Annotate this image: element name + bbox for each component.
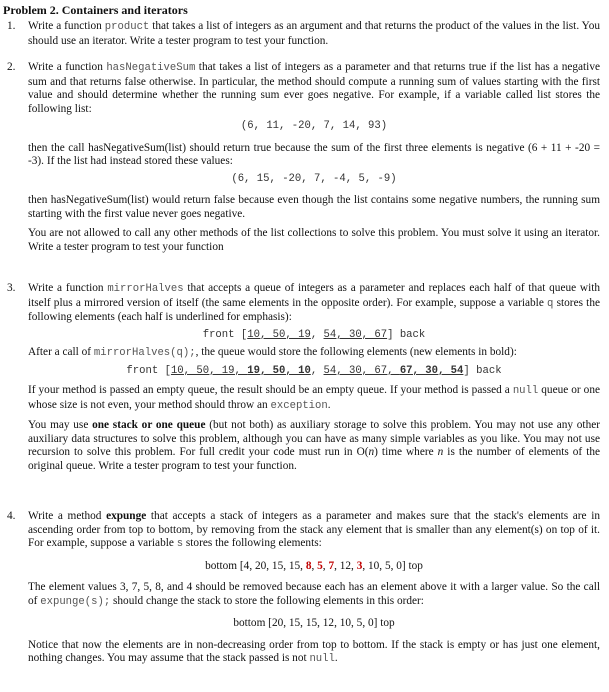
item-number: 4. xyxy=(7,510,16,522)
stack-text: , 10, 5, 0] top xyxy=(362,559,423,572)
problem-3-after: After a call of mirrorHalves(q);, the queue would store the following elements (new elements in bold): xyxy=(28,346,517,359)
problem-4-note: Notice that now the elements are in non-decreasing order from top to bottom. If the stack is empty or has just one element, nothing changes. You may assume that the stack passed is not null. xyxy=(28,638,600,665)
problem-2-intro: Write a function hasNegativeSum that takes a list of integers as a parameter and that returns true if the list has a negative sum and that returns false otherwise. In particular, the method should compute a running sum of values starting with the first value and should determine whether the running sum ever goes negative. For example, if a variable called list stores the following list: xyxy=(28,61,600,115)
stack-text: bottom [4, 20, 15, 15, xyxy=(205,559,306,572)
item-number: 2. xyxy=(7,61,16,73)
problem-3-intro: Write a function mirrorHalves that accepts a queue of integers as a parameter and replaces each half of that queue with itself plus a mirrored version of itself (the same elements in the opposite order). For example, suppose a variable q stores the following elements (each half is underlined for emphasis): xyxy=(28,282,600,323)
removed-element: 5 xyxy=(317,559,323,572)
problem-2 xyxy=(7,61,600,254)
problem-1-text: Write a function product that takes a list of integers as an argument and that returns the product of the values in the list. You should use an iterator. Write a tester program to test your function. xyxy=(28,20,600,47)
example-list-1: (6, 11, -20, 7, 14, 93) xyxy=(240,120,388,132)
stack-example-2: bottom [20, 15, 15, 12, 10, 5, 0] top xyxy=(233,617,395,629)
problem-4-explanation: The element values 3, 7, 5, 8, and 4 should be removed because each has an element above it with a larger value. So the call of expunge(s); should change the stack to store the following elements in this order: xyxy=(28,581,600,608)
page-title: Problem 2. Containers and iterators xyxy=(3,3,188,17)
removed-element: 7 xyxy=(328,559,335,572)
item-number: 3. xyxy=(7,282,16,294)
stack-text: , 12, xyxy=(334,559,357,572)
problem-4 xyxy=(7,510,600,667)
problem-3-constraints: You may use one stack or one queue (but not both) as auxiliary storage to solve this problem. You may not use any other auxiliary data structures to solve this problem, although you can have as many simple variables as you like. You may not use recursion to solve this problem. For full credit your code must run in O(n) time where n is the number of elements of the original queue. Write a tester program to test your function. xyxy=(28,419,601,472)
stack-text: , xyxy=(311,559,318,572)
example-list-2: (6, 15, -20, 7, -4, 5, -9) xyxy=(231,172,397,185)
removed-element: 3 xyxy=(356,559,363,572)
removed-element: 8 xyxy=(305,559,312,572)
queue-example-2: front [10, 50, 19, 19, 50, 10, 54, 30, 67, 67, 30, 54] back xyxy=(126,364,502,377)
problem-2-explanation: then the call hasNegativeSum(list) should return true because the sum of the first three elements is negative (6 + 11 + -20 = -3). If the list had instead stored these values: xyxy=(28,141,600,167)
item-number: 1. xyxy=(7,20,16,32)
problem-4-intro: Write a method expunge that accepts a stack of integers as a parameter and makes sure that the stack's elements are in ascending order from top to bottom, by removing from the stack any element that is smaller than any element(s) on top of it. For example, suppose a variable s stores the following elements: xyxy=(28,510,600,550)
stack-text: , xyxy=(322,559,329,572)
problem-2-result: then hasNegativeSum(list) would return false because even though the list contains some negative numbers, the running sum starting with the first value never goes negative. xyxy=(28,194,600,220)
problem-2-constraints: You are not allowed to call any other methods of the list collections to solve this problem. You must solve it using an iterator. Write a tester program to test your function xyxy=(28,227,600,253)
queue-example-1: front [10, 50, 19, 54, 30, 67] back xyxy=(202,328,426,341)
problem-3 xyxy=(7,282,601,473)
stack-example-1 xyxy=(28,560,600,574)
problem-3-edge-cases: If your method is passed an empty queue, the result should be an empty queue. If your method is passed a null queue or one whose size is not even, your method should throw an exception. xyxy=(28,384,600,412)
problem-1 xyxy=(7,20,600,48)
